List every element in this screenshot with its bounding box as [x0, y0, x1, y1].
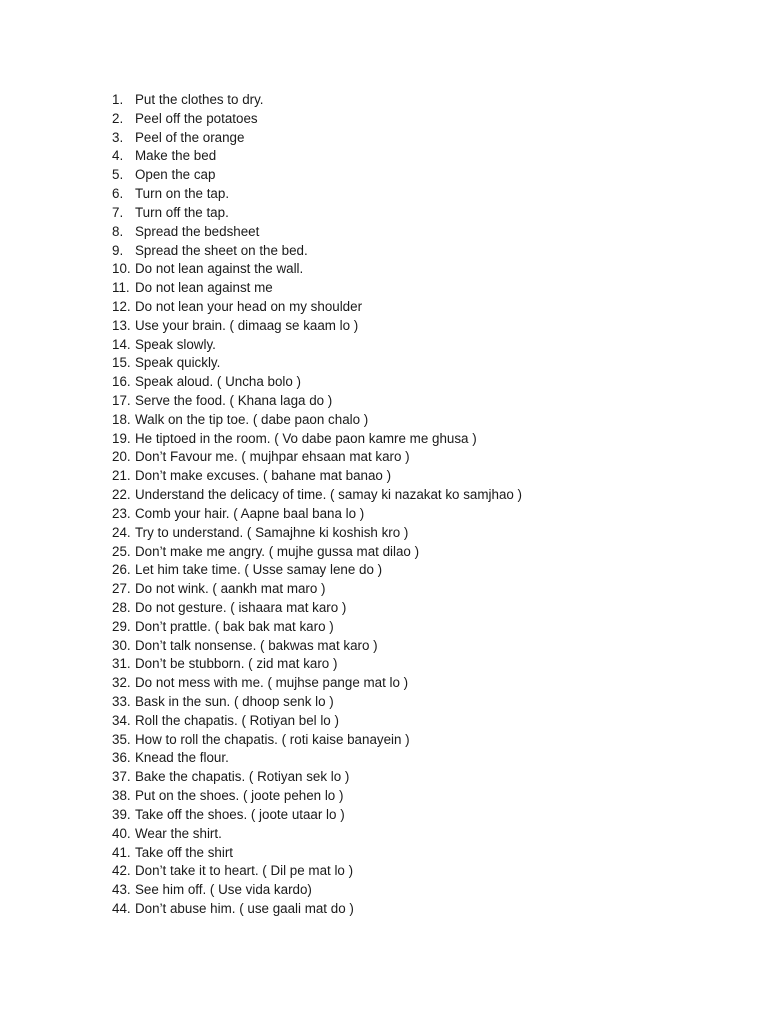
item-text: How to roll the chapatis. ( roti kaise banayein ) — [135, 731, 410, 747]
item-number: 32. — [112, 675, 131, 691]
item-text: Turn off the tap. — [135, 204, 229, 220]
item-number: 36. — [112, 750, 131, 766]
item-number: 13. — [112, 317, 131, 333]
list-item — [112, 223, 522, 242]
item-text: Bake the chapatis. ( Rotiyan sek lo ) — [135, 769, 350, 785]
item-number: 43. — [112, 882, 131, 898]
item-number: 30. — [112, 637, 131, 653]
item-number: 41. — [112, 844, 131, 860]
item-text: Do not lean against me — [135, 280, 273, 296]
item-text: Don’t abuse him. ( use gaali mat do ) — [135, 900, 354, 916]
item-text: Make the bed — [135, 148, 217, 164]
list-item — [112, 731, 522, 750]
item-number: 12. — [112, 298, 131, 314]
list-item — [112, 354, 522, 373]
item-text: Turn on the tap. — [135, 186, 230, 202]
item-text: Wear the shirt. — [135, 825, 222, 841]
list-item — [112, 91, 522, 110]
item-text: Put the clothes to dry. — [135, 92, 264, 107]
list-item — [112, 336, 522, 355]
item-number: 25. — [112, 543, 131, 559]
item-number: 21. — [112, 468, 131, 484]
item-text: Don’t make excuses. ( bahane mat banao ) — [135, 468, 392, 484]
item-number: 39. — [112, 806, 131, 822]
item-text: Serve the food. ( Khana laga do ) — [135, 393, 333, 408]
list-item — [112, 505, 522, 524]
item-text: Don’t talk nonsense. ( bakwas mat karo ) — [135, 637, 378, 653]
list-item — [112, 580, 522, 599]
list-item — [112, 787, 522, 806]
list-item — [112, 129, 522, 148]
list-item — [112, 242, 522, 261]
item-text: Knead the flour. — [135, 750, 229, 766]
item-number: 28. — [112, 599, 131, 615]
list-item — [112, 448, 522, 467]
list-item — [112, 524, 522, 543]
list-item — [112, 317, 522, 336]
item-text: Try to understand. ( Samajhne ki koshish kro ) — [135, 524, 409, 540]
list-item — [112, 204, 522, 223]
list-item — [112, 599, 522, 618]
list-item — [112, 637, 522, 656]
item-number: 27. — [112, 581, 131, 597]
list-item — [112, 467, 522, 486]
item-text: Take off the shoes. ( joote utaar lo ) — [135, 806, 345, 822]
item-number: 7. — [112, 204, 124, 220]
item-text: Don’t take it to heart. ( Dil pe mat lo ) — [135, 863, 354, 879]
item-number: 14. — [112, 336, 131, 352]
item-text: Do not wink. ( aankh mat maro ) — [135, 581, 326, 597]
list-item — [112, 768, 522, 787]
phrase-list — [112, 91, 522, 919]
list-item — [112, 430, 522, 449]
list-item — [112, 298, 522, 317]
item-text: See him off. ( Use vida kardo) — [135, 882, 312, 898]
list-item — [112, 674, 522, 693]
item-text: Bask in the sun. ( dhoop senk lo ) — [135, 694, 334, 709]
item-number: 31. — [112, 656, 131, 672]
item-text: Take off the shirt — [135, 844, 234, 860]
list-item — [112, 260, 522, 279]
item-text: Walk on the tip toe. ( dabe paon chalo ) — [135, 411, 369, 427]
list-item — [112, 655, 522, 674]
list-item — [112, 844, 522, 863]
item-number: 40. — [112, 825, 131, 841]
list-item — [112, 411, 522, 430]
item-number: 24. — [112, 524, 131, 540]
list-item — [112, 110, 522, 129]
list-item — [112, 373, 522, 392]
item-number: 3. — [112, 129, 124, 145]
list-item — [112, 693, 522, 712]
item-number: 19. — [112, 430, 131, 446]
item-text: Do not lean against the wall. — [135, 261, 304, 277]
item-text: Understand the delicacy of time. ( samay ki nazakat ko samjhao ) — [135, 487, 523, 503]
item-number: 38. — [112, 788, 131, 804]
item-text: Roll the chapatis. ( Rotiyan bel lo ) — [135, 712, 339, 728]
item-text: Speak slowly. — [135, 336, 216, 352]
item-text: Do not gesture. ( ishaara mat karo ) — [135, 599, 347, 615]
item-number: 8. — [112, 223, 124, 239]
list-item — [112, 900, 522, 919]
item-text: Peel off the potatoes — [135, 110, 258, 126]
item-number: 2. — [112, 110, 124, 126]
list-item — [112, 749, 522, 768]
item-number: 34. — [112, 712, 131, 728]
item-text: Comb your hair. ( Aapne baal bana lo ) — [135, 505, 365, 521]
item-number: 6. — [112, 186, 124, 202]
list-item — [112, 279, 522, 298]
item-number: 18. — [112, 411, 131, 427]
item-text: Open the cap — [135, 167, 216, 183]
item-text: Speak aloud. ( Uncha bolo ) — [135, 374, 301, 390]
item-number: 37. — [112, 769, 131, 785]
list-item — [112, 618, 522, 637]
item-text: Let him take time. ( Usse samay lene do ) — [135, 562, 383, 578]
item-number: 33. — [112, 694, 131, 709]
item-text: Spread the sheet on the bed. — [135, 242, 308, 258]
item-text: Put on the shoes. ( joote pehen lo ) — [135, 788, 344, 804]
item-text: Peel of the orange — [135, 129, 245, 145]
item-number: 26. — [112, 562, 131, 578]
list-item — [112, 825, 522, 844]
item-text: Don’t Favour me. ( mujhpar ehsaan mat karo ) — [135, 449, 410, 465]
item-number: 17. — [112, 393, 131, 408]
list-item — [112, 543, 522, 562]
list-item — [112, 147, 522, 166]
item-number: 15. — [112, 355, 131, 371]
list-item — [112, 881, 522, 900]
list-item — [112, 486, 522, 505]
item-text: Don’t be stubborn. ( zid mat karo ) — [135, 656, 338, 672]
item-number: 10. — [112, 261, 131, 277]
item-text: Don’t prattle. ( bak bak mat karo ) — [135, 618, 334, 634]
item-number: 9. — [112, 242, 124, 258]
list-item — [112, 862, 522, 881]
item-number: 5. — [112, 167, 124, 183]
item-number: 29. — [112, 618, 131, 634]
item-number: 42. — [112, 863, 131, 879]
item-text: Do not mess with me. ( mujhse pange mat lo ) — [135, 675, 409, 691]
list-item — [112, 166, 522, 185]
item-text: He tiptoed in the room. ( Vo dabe paon kamre me ghusa ) — [135, 430, 477, 446]
item-number: 44. — [112, 900, 131, 916]
item-number: 16. — [112, 374, 131, 390]
item-number: 22. — [112, 487, 131, 503]
item-number: 1. — [112, 92, 124, 107]
item-number: 11. — [112, 280, 130, 296]
item-text: Don’t make me angry. ( mujhe gussa mat dilao ) — [135, 543, 420, 559]
item-text: Do not lean your head on my shoulder — [135, 298, 363, 314]
item-number: 4. — [112, 148, 124, 164]
list-item — [112, 806, 522, 825]
list-item — [112, 712, 522, 731]
item-number: 20. — [112, 449, 131, 465]
list-item — [112, 561, 522, 580]
list-item — [112, 392, 522, 411]
item-text: Use your brain. ( dimaag se kaam lo ) — [135, 317, 359, 333]
list-item — [112, 185, 522, 204]
item-text: Speak quickly. — [135, 355, 221, 371]
item-text: Spread the bedsheet — [135, 223, 260, 239]
item-number: 35. — [112, 731, 131, 747]
item-number: 23. — [112, 505, 131, 521]
